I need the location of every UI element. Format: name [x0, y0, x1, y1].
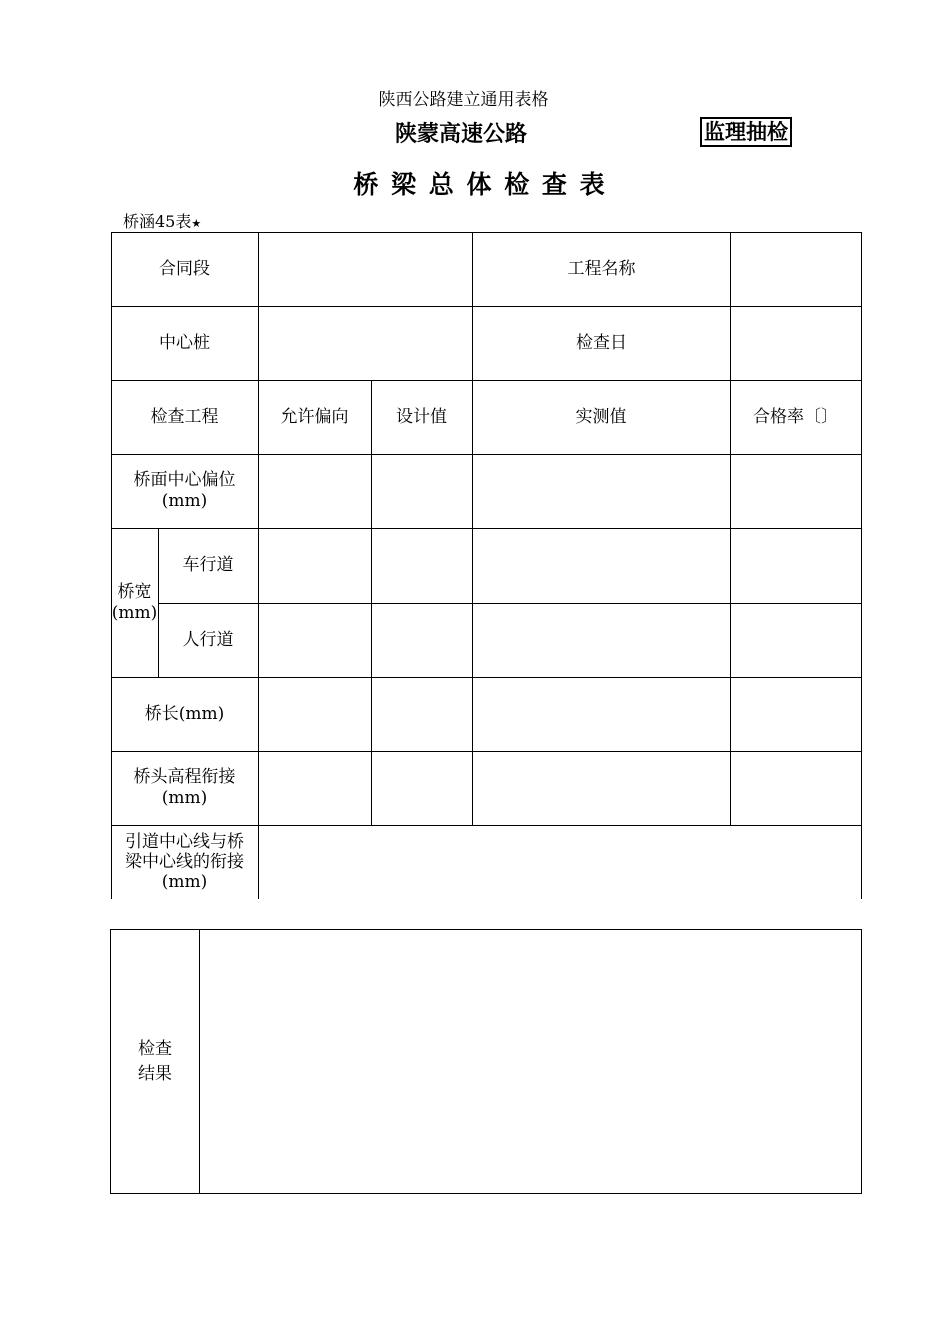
approach-centerline-value[interactable]: [259, 826, 861, 899]
column-header-measured: 实测值: [575, 406, 627, 427]
sidewalk-label: 人行道: [182, 629, 234, 650]
center-pile-value[interactable]: [259, 307, 472, 380]
center-pile-label: 中心桩: [159, 332, 210, 353]
result-value[interactable]: [200, 930, 861, 1193]
bridge-length-label: 桥长(mm): [144, 703, 225, 724]
result-label-line1: 检查: [138, 1038, 172, 1059]
abutment-elevation-label: [111, 751, 258, 825]
bridge-width-label: [111, 528, 158, 677]
column-header-pass-rate: 合格率〔〕: [753, 406, 838, 427]
roadway-label: 车行道: [182, 555, 234, 575]
abutment-elevation-label-line2: (mm): [161, 788, 208, 808]
highway-name: 陕蒙高速公路: [395, 122, 528, 147]
form-code-text: 桥涵45表: [123, 212, 192, 231]
contract-label: 合同段: [159, 258, 210, 279]
approach-centerline-label-line1: 引道中心线与桥: [125, 832, 244, 852]
deck-offset-label: [111, 454, 258, 528]
bridge-width-label-line1: 桥宽: [117, 581, 152, 602]
supervision-stamp: 监理抽检: [700, 117, 792, 147]
result-label-line2: 结果: [138, 1063, 172, 1084]
column-header-item: 检查工程: [150, 406, 219, 427]
result-border-right: [861, 929, 862, 1194]
result-label: [111, 930, 199, 1193]
column-header-tolerance: 允许偏向: [280, 406, 349, 427]
project-name-value[interactable]: [731, 233, 861, 306]
deck-offset-label-line2: (mm): [161, 491, 208, 511]
column-header-design: 设计值: [396, 406, 447, 427]
form-series-subtitle: 陕西公路建立通用表格: [378, 90, 549, 110]
star-icon: ★: [191, 217, 202, 230]
result-border-bottom: [110, 1193, 862, 1194]
approach-centerline-label-line3: (mm): [161, 872, 208, 892]
project-name-label: 工程名称: [567, 258, 636, 279]
approach-centerline-label: [111, 825, 258, 899]
deck-offset-label-line1: 桥面中心偏位: [133, 470, 236, 490]
contract-value[interactable]: [259, 233, 472, 306]
bridge-width-label-line2: (mm): [111, 602, 158, 623]
table-border-right: [861, 232, 862, 899]
check-date-value[interactable]: [731, 307, 861, 380]
form-code: [123, 209, 201, 232]
page-title: 桥 梁 总 体 检 查 表: [353, 170, 607, 199]
abutment-elevation-label-line1: 桥头高程衔接: [133, 767, 236, 787]
approach-centerline-label-line2: 梁中心线的衔接: [125, 852, 244, 872]
table-row-divider: [158, 603, 862, 604]
check-date-label: 检查日: [576, 332, 627, 353]
